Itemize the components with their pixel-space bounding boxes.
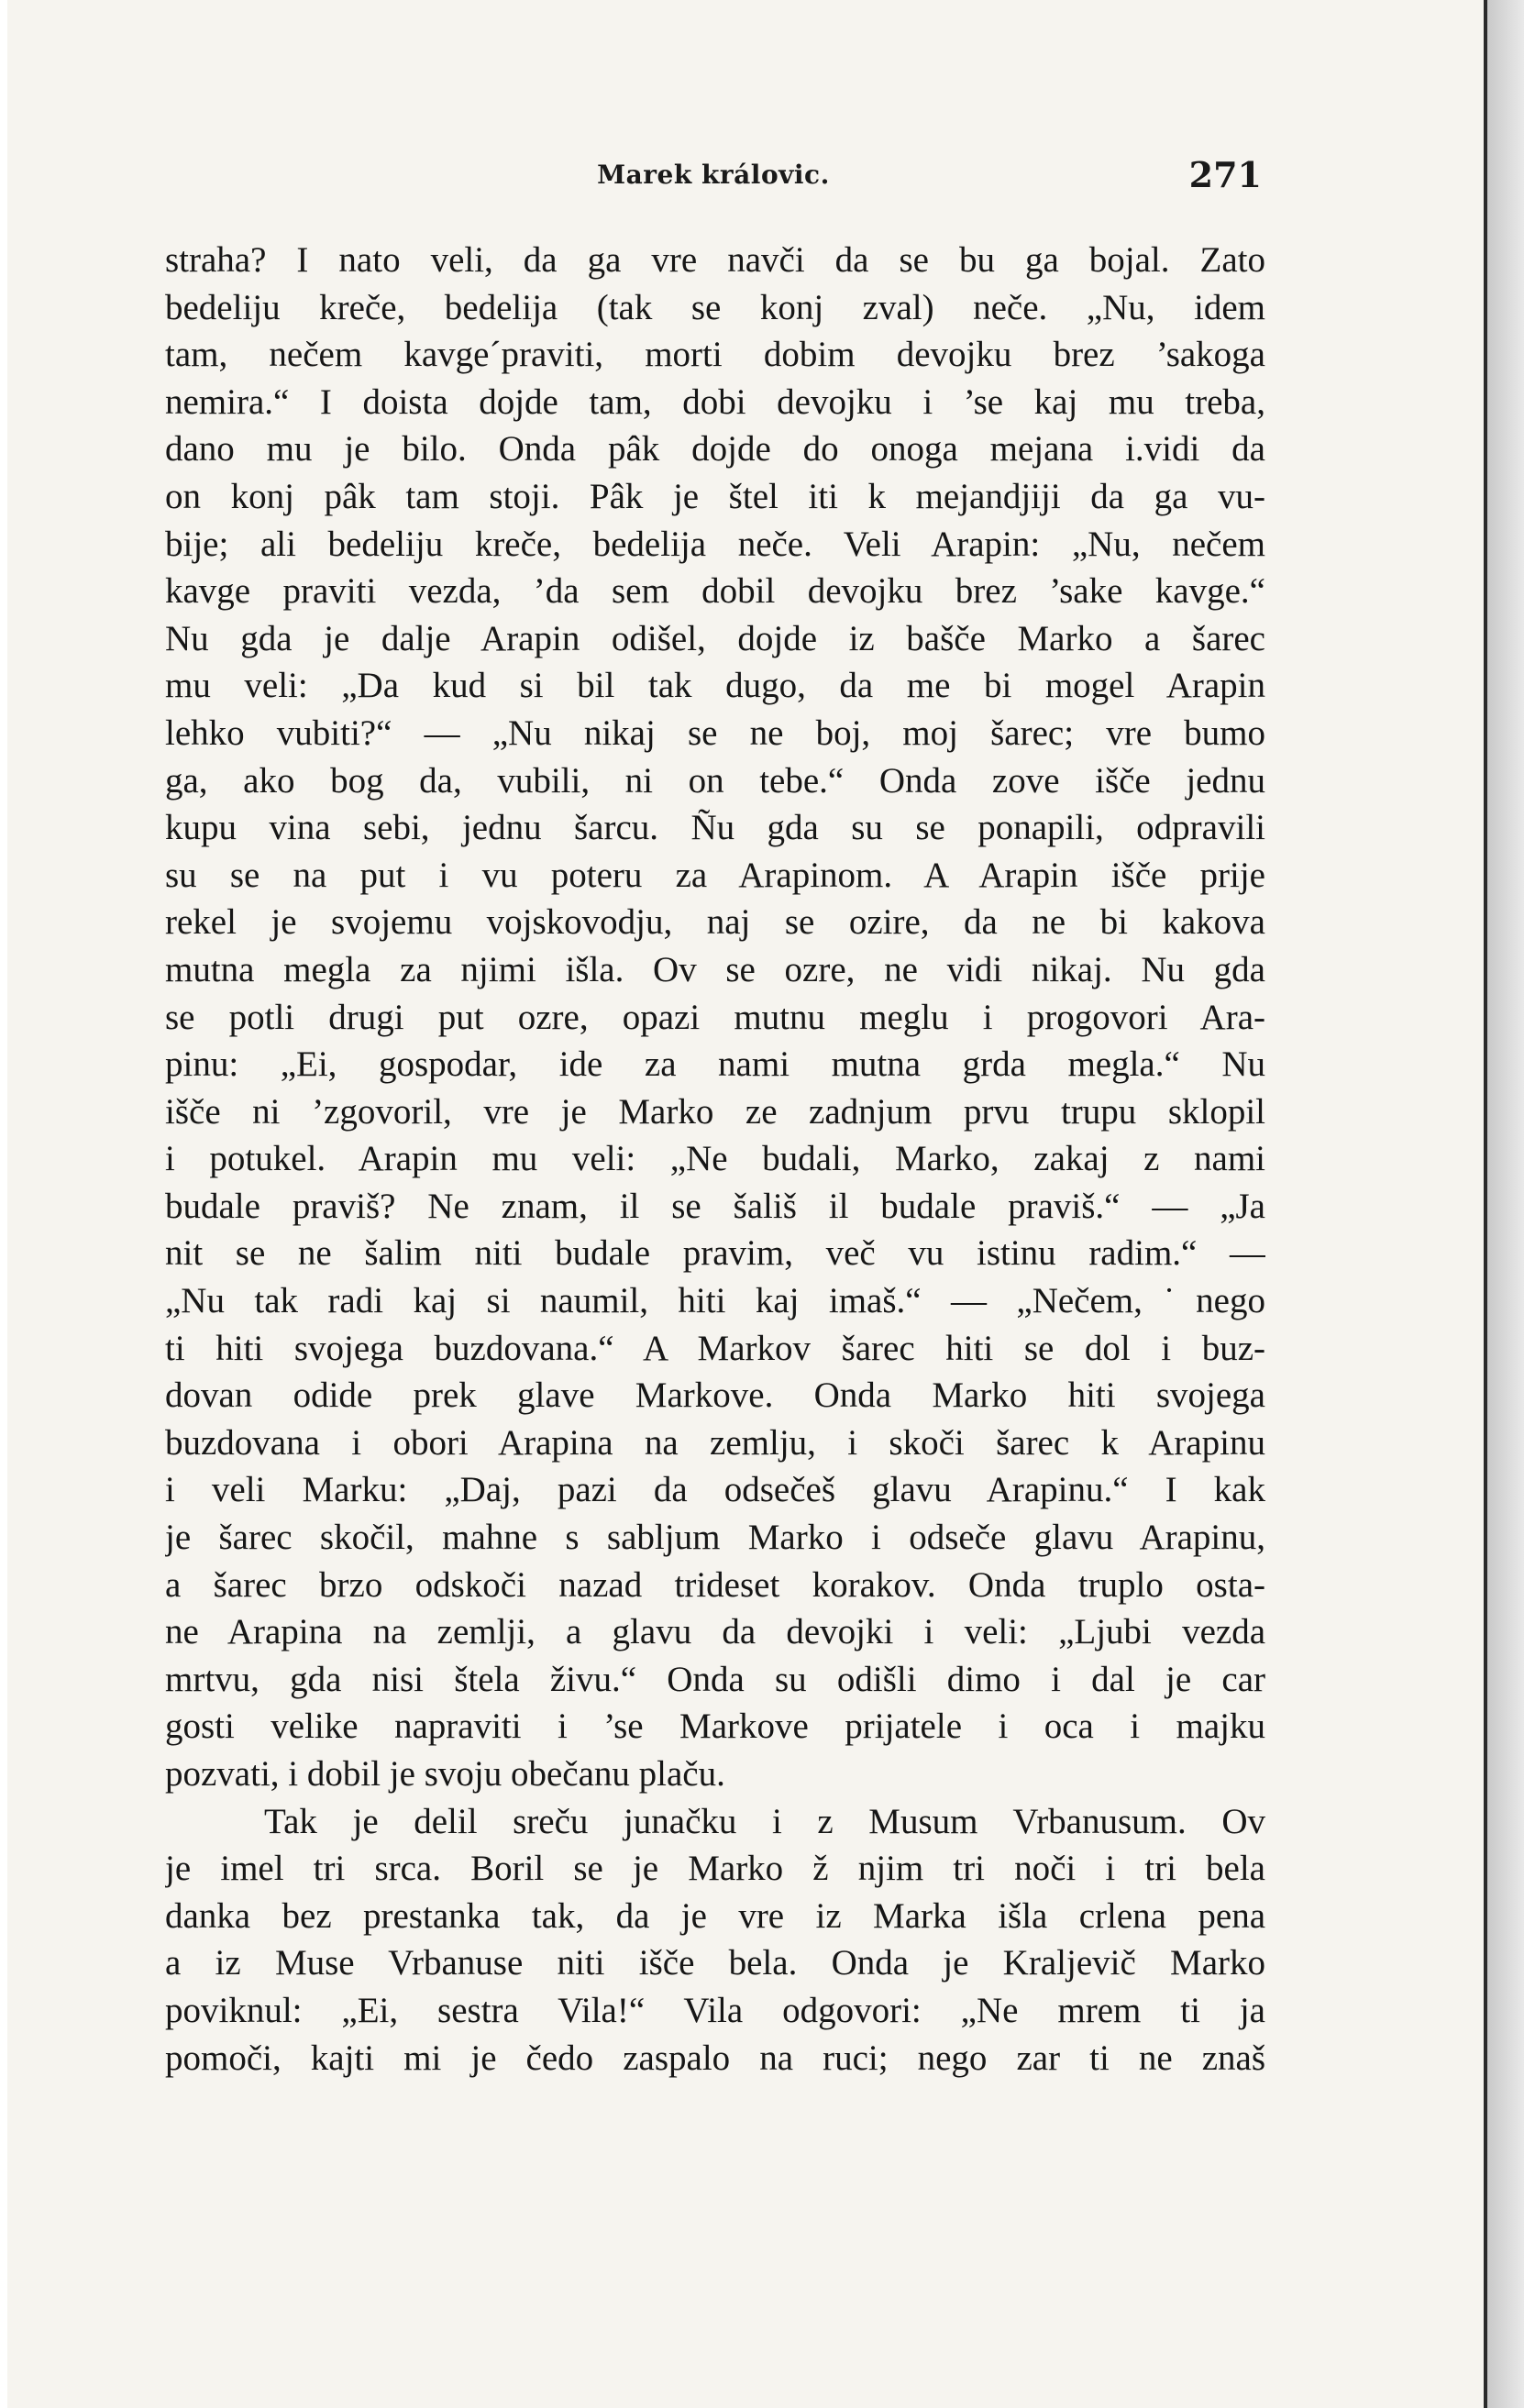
text-line: ga, ako bog da, vubili, ni on tebe.“ Onda zove išče jednu [165, 760, 1265, 801]
text-line: tam, nečem kavge´praviti, morti dobim devojku brez ’sakoga [165, 335, 1265, 375]
text-line: „Nu tak radi kaj si naumil, hiti kaj imaš.“ — „Nečem,˙nego [165, 1281, 1265, 1321]
page-number: 271 [1188, 154, 1262, 195]
text-line: mu veli: „Da kud si bil tak dugo, da me bi mogel Arapin [165, 666, 1265, 706]
text-line: poviknul: „Ei, sestra Vila!“ Vila odgovori: „Ne mrem ti ja [165, 1990, 1265, 2030]
text-line: mutna megla za njimi išla. Ov se ozre, ne vidi nikaj. Nu gda [165, 949, 1265, 989]
text-line: gosti velike napraviti i ’se Markove prijatele i oca i majku [165, 1707, 1265, 1747]
text-line: mrtvu, gda nisi štela živu.“ Onda su odišli dimo i dal je car [165, 1659, 1265, 1699]
running-head: Marek královic. [597, 160, 830, 190]
text-line: ne Arapina na zemlji, a glavu da devojki i veli: „Ljubi vezda [165, 1612, 1265, 1652]
text-line: se potli drugi put ozre, opazi mutnu meglu i progovori Ara- [165, 997, 1265, 1037]
text-line: on konj pâk tam stoji. Pâk je štel iti k mejandjiji da ga vu- [165, 476, 1265, 516]
text-line: je imel tri srca. Boril se je Marko ž njim tri noči i tri bela [165, 1849, 1265, 1889]
text-line: kavge praviti vezda, ’da sem dobil devojku brez ’sake kavge.“ [165, 571, 1265, 612]
text-line: ti hiti svojega buzdovana.“ A Markov šarec hiti se dol i buz- [165, 1328, 1265, 1368]
text-line: a šarec brzo odskoči nazad trideset korakov. Onda truplo osta- [165, 1564, 1265, 1605]
text-line: išče ni ’zgovoril, vre je Marko ze zadnjum prvu trupu sklopil [165, 1091, 1265, 1132]
text-line: nit se ne šalim niti budale pravim, več vu istinu radim.“ — [165, 1233, 1265, 1274]
text-line: kupu vina sebi, jednu šarcu. Ñu gda su se ponapili, odpravili [165, 808, 1265, 848]
text-line: nemira.“ I doista dojde tam, dobi devojku i ’se kaj mu treba, [165, 381, 1265, 422]
text-line: straha? I nato veli, da ga vre navči da se bu ga bojal. Zato [165, 240, 1265, 280]
text-line: i potukel. Arapin mu veli: „Ne budali, Marko, zakaj z nami [165, 1139, 1265, 1179]
text-line: a iz Muse Vrbanuse niti išče bela. Onda je Kraljevič Marko [165, 1943, 1265, 1983]
text-line: pozvati, i dobil je svoju obečanu plaču. [165, 1754, 725, 1794]
text-line: rekel je svojemu vojskovodju, naj se ozire, da ne bi kakova [165, 902, 1265, 943]
page-edge [1487, 0, 1524, 2408]
text-line: Tak je delil sreču junačku i z Musum Vrbanusum. Ov [264, 1801, 1265, 1841]
text-line: dovan odide prek glave Markove. Onda Marko hiti svojega [165, 1375, 1265, 1416]
page-header [165, 154, 1262, 200]
text-line: danka bez prestanka tak, da je vre iz Marka išla crlena pena [165, 1895, 1265, 1936]
text-line: i veli Marku: „Daj, pazi da odsečeš glavu Arapinu.“ I kak [165, 1470, 1265, 1510]
text-line: bije; ali bedeliju kreče, bedelija neče. Veli Arapin: „Nu, nečem [165, 524, 1265, 564]
text-line: bedeliju kreče, bedelija (tak se konj zval) neče. „Nu, idem [165, 287, 1265, 327]
text-line: budale praviš? Ne znam, il se šališ il budale praviš.“ — „Ja [165, 1186, 1265, 1226]
body-text [165, 237, 1265, 2082]
text-line: lehko vubiti?“ — „Nu nikaj se ne boj, moj šarec; vre bumo [165, 712, 1265, 753]
text-line: pinu: „Ei, gospodar, ide za nami mutna grda megla.“ Nu [165, 1044, 1265, 1085]
text-line: Nu gda je dalje Arapin odišel, dojde iz bašče Marko a šarec [165, 618, 1265, 658]
text-line: su se na put i vu poteru za Arapinom. A Arapin išče prije [165, 855, 1265, 895]
text-line: je šarec skočil, mahne s sabljum Marko i odseče glavu Arapinu, [165, 1518, 1265, 1558]
text-line: dano mu je bilo. Onda pâk dojde do onoga mejana i.vidi da [165, 429, 1265, 469]
text-line: pomoči, kajti mi je čedo zaspalo na ruci; nego zar ti ne znaš [165, 2038, 1265, 2078]
text-line: buzdovana i obori Arapina na zemlju, i skoči šarec k Arapinu [165, 1422, 1265, 1463]
